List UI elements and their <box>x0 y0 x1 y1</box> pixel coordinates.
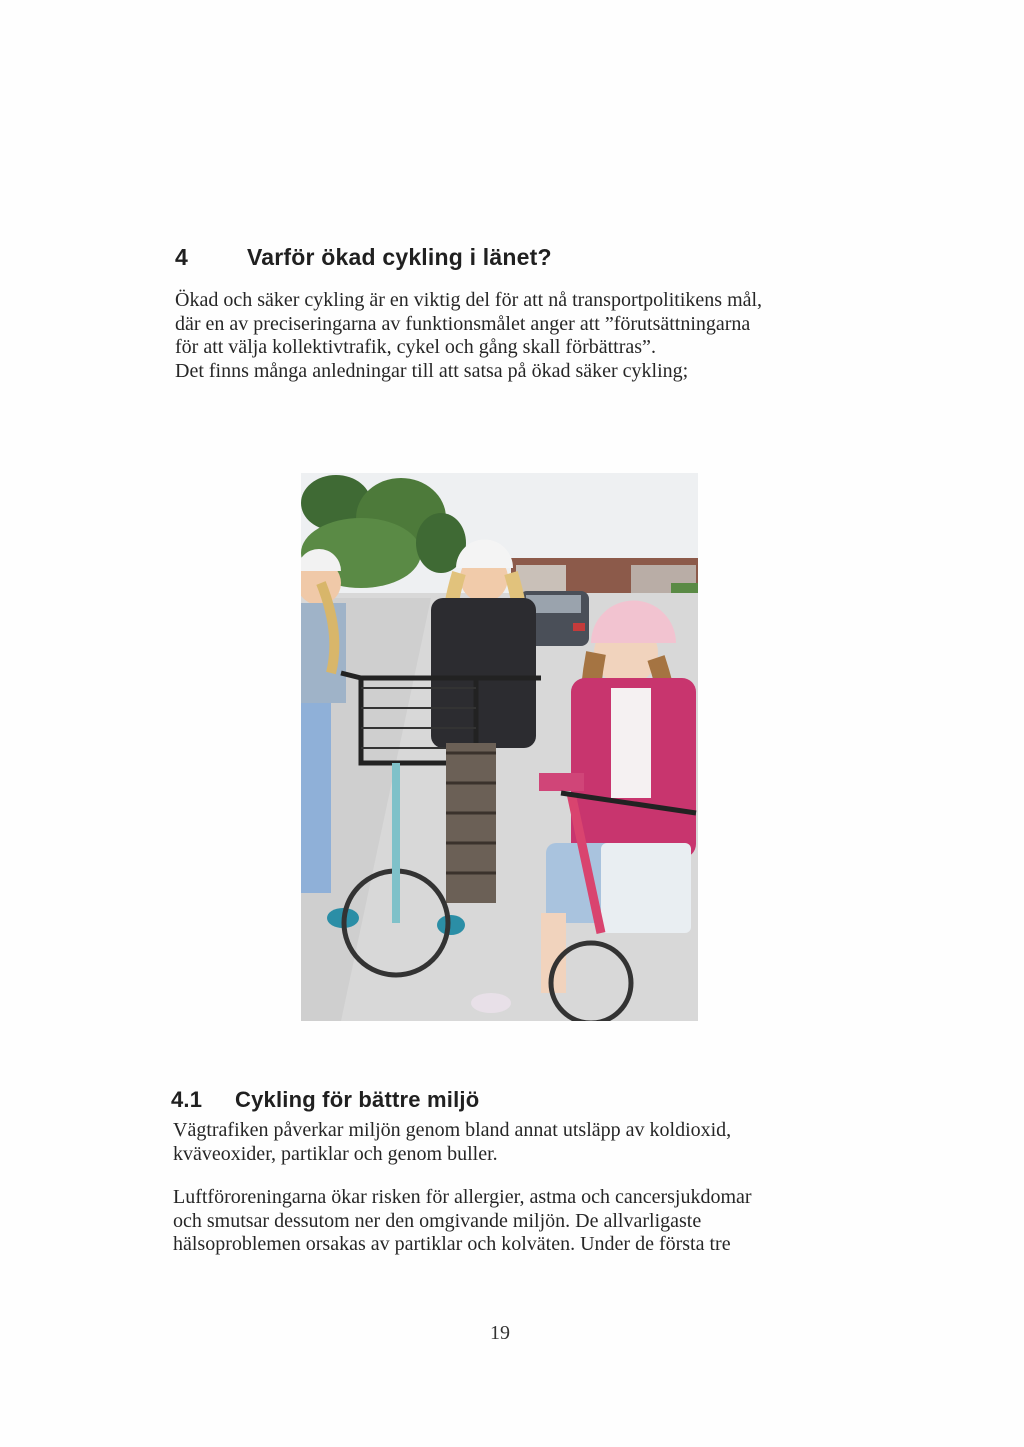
paragraph-line: hälsoproblemen orsakas av partiklar och kolväten. Under de första tre <box>173 1233 731 1255</box>
section-title: Varför ökad cykling i länet? <box>247 244 552 270</box>
paragraph-line: och smutsar dessutom ner den omgivande miljön. De allvarligaste <box>173 1209 702 1232</box>
paragraph-line: där en av preciseringarna av funktionsmålet anger att ”förutsättningarna <box>175 312 751 335</box>
paragraph-line: för att välja kollektivtrafik, cykel och gång skall förbättras”. <box>175 336 656 358</box>
section-heading <box>175 244 552 271</box>
pollution-paragraph <box>173 1186 752 1257</box>
paragraph-line: Det finns många anledningar till att satsa på ökad säker cykling; <box>175 359 689 382</box>
paragraph-line: kväveoxider, partiklar och genom buller. <box>173 1142 498 1165</box>
subsection-title: Cykling för bättre miljö <box>235 1087 480 1112</box>
subsection-heading <box>171 1087 479 1113</box>
cycling-girls-photo <box>301 473 698 1021</box>
paragraph-line: Ökad och säker cykling är en viktig del för att nå transportpolitikens mål, <box>175 289 763 311</box>
paragraph-line: Vägtrafiken påverkar miljön genom bland annat utsläpp av koldioxid, <box>173 1119 732 1141</box>
section-number: 4 <box>175 244 188 270</box>
intro-paragraph <box>175 289 762 383</box>
page-number: 19 <box>490 1322 510 1344</box>
paragraph-line: Luftföroreningarna ökar risken för allergier, astma och cancersjukdomar <box>173 1186 752 1208</box>
subsection-number: 4.1 <box>171 1087 203 1112</box>
environment-paragraph <box>173 1119 731 1166</box>
